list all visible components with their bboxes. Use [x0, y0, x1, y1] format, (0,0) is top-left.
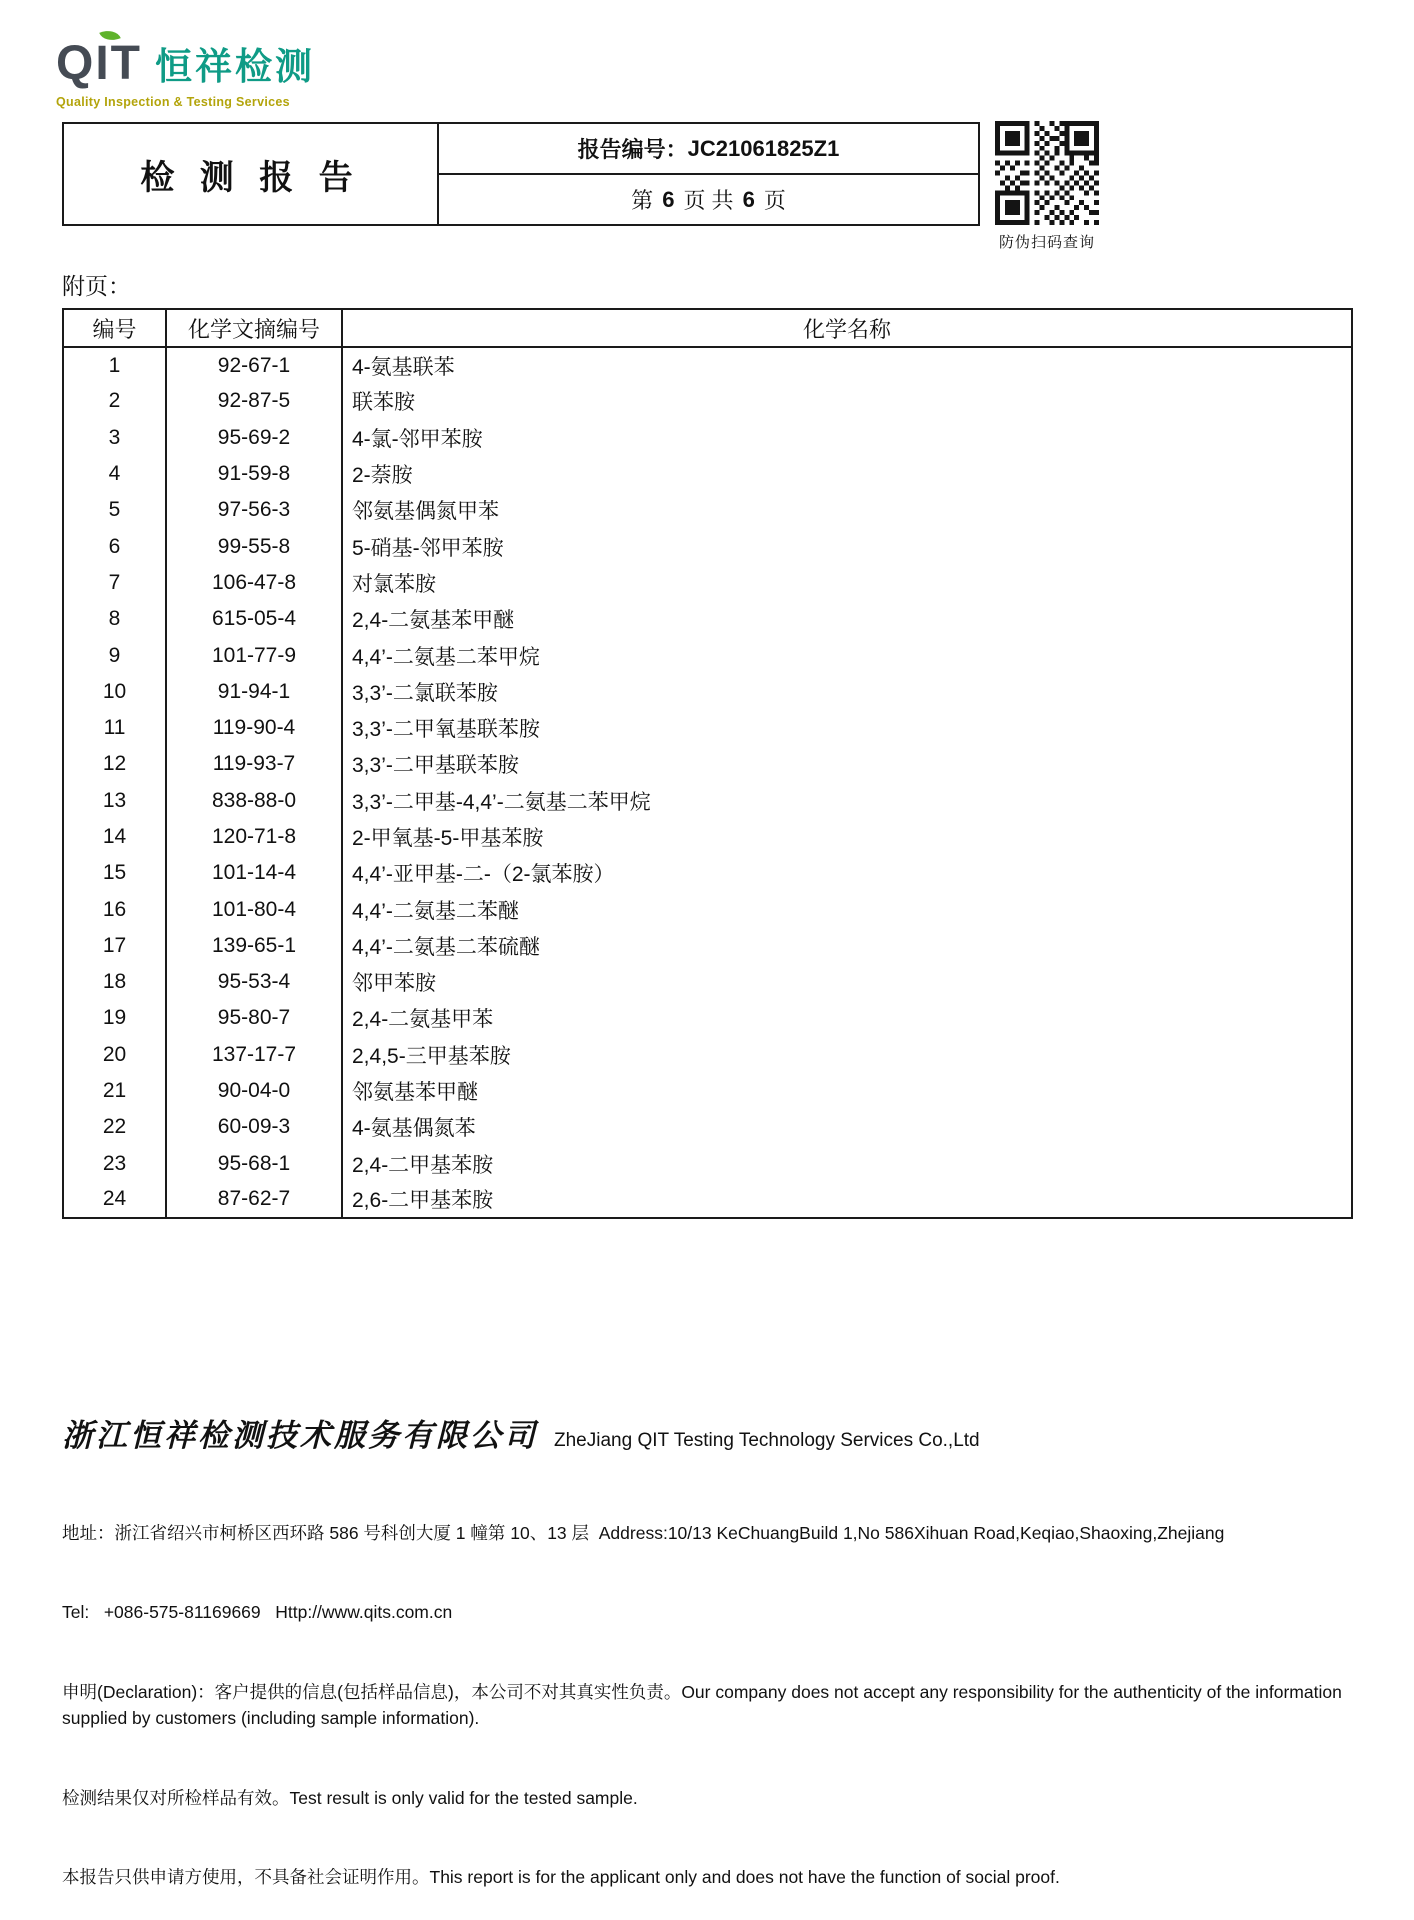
page-prefix: 第: [631, 188, 654, 213]
logo-tagline: Quality Inspection & Testing Services: [56, 95, 290, 109]
report-number-row: [439, 124, 978, 175]
qr-code: [995, 121, 1099, 225]
cell-no: 22: [63, 1109, 166, 1145]
cell-name: 2,4-二氨基苯甲醚: [342, 601, 1352, 637]
logo: [56, 37, 315, 109]
table-row: [63, 710, 1352, 746]
page-number-row: [439, 175, 978, 224]
attachment-label: 附页：: [62, 273, 131, 299]
cell-cas: 106-47-8: [166, 565, 342, 601]
cell-no: 4: [63, 456, 166, 492]
table-row: [63, 819, 1352, 855]
declaration-line: 申明(Declaration)：客户提供的信息(包括样品信息)，本公司不对其真实性负责。Our company does not accept any responsibility for the authenticity of the information supplied by customers (including sample information).: [62, 1681, 1347, 1728]
table-row: [63, 528, 1352, 564]
cell-cas: 119-90-4: [166, 710, 342, 746]
cell-no: 1: [63, 347, 166, 383]
table-header-row: [63, 309, 1352, 347]
table-row: [63, 347, 1352, 383]
cell-cas: 139-65-1: [166, 928, 342, 964]
cell-no: 3: [63, 420, 166, 456]
table-row: [63, 783, 1352, 819]
cell-name: 4,4’-亚甲基-二-（2-氯苯胺）: [342, 855, 1352, 891]
company-line: [62, 1418, 1354, 1455]
cell-name: 3,3’-二甲基联苯胺: [342, 746, 1352, 782]
company-name-en: ZheJiang QIT Testing Technology Services Co.,Ltd: [554, 1430, 980, 1451]
cell-no: 20: [63, 1037, 166, 1073]
cell-cas: 90-04-0: [166, 1073, 342, 1109]
cell-name: 4,4’-二氨基二苯甲烷: [342, 637, 1352, 673]
table-row: [63, 674, 1352, 710]
qr-caption: 防伪扫码查询: [998, 234, 1095, 251]
chemical-table: [62, 308, 1353, 1219]
cell-name: 4,4’-二氨基二苯醚: [342, 891, 1352, 927]
cell-name: 3,3’-二甲氧基联苯胺: [342, 710, 1352, 746]
cell-no: 16: [63, 891, 166, 927]
cell-cas: 101-14-4: [166, 855, 342, 891]
cell-name: 2,6-二甲基苯胺: [342, 1182, 1352, 1218]
cell-no: 15: [63, 855, 166, 891]
page-infix: 页 共: [683, 188, 734, 213]
cell-no: 10: [63, 674, 166, 710]
logo-brand-cn: 恒祥检测: [155, 46, 315, 87]
table-row: [63, 1000, 1352, 1036]
cell-no: 14: [63, 819, 166, 855]
cell-name: 2-萘胺: [342, 456, 1352, 492]
cell-cas: 91-59-8: [166, 456, 342, 492]
cell-cas: 92-67-1: [166, 347, 342, 383]
col-header-no: 编号: [63, 309, 166, 347]
table-row: [63, 964, 1352, 1000]
report-title: 检 测 报 告: [64, 124, 439, 224]
cell-name: 4-氯-邻甲苯胺: [342, 420, 1352, 456]
report-header: [62, 122, 980, 226]
cell-cas: 87-62-7: [166, 1182, 342, 1218]
page-current: 6: [662, 186, 675, 212]
cell-no: 12: [63, 746, 166, 782]
cell-cas: 137-17-7: [166, 1037, 342, 1073]
usage-line: 本报告只供申请方使用，不具备社会证明作用。This report is for the applicant only and does not have the function of social proof.: [62, 1867, 1060, 1887]
cell-cas: 615-05-4: [166, 601, 342, 637]
cell-cas: 120-71-8: [166, 819, 342, 855]
cell-no: 6: [63, 528, 166, 564]
cell-cas: 92-87-5: [166, 383, 342, 419]
report-header-right: [439, 124, 978, 224]
table-row: [63, 1146, 1352, 1182]
cell-no: 9: [63, 637, 166, 673]
cell-cas: 101-77-9: [166, 637, 342, 673]
cell-no: 11: [63, 710, 166, 746]
table-row: [63, 637, 1352, 673]
table-row: [63, 1037, 1352, 1073]
cell-no: 13: [63, 783, 166, 819]
cell-cas: 119-93-7: [166, 746, 342, 782]
page-suffix: 页: [763, 188, 786, 213]
chemical-table-body: [63, 347, 1352, 1218]
cell-cas: 838-88-0: [166, 783, 342, 819]
page-total: 6: [742, 186, 755, 212]
cell-name: 2,4,5-三甲基苯胺: [342, 1037, 1352, 1073]
cell-no: 18: [63, 964, 166, 1000]
cell-cas: 95-68-1: [166, 1146, 342, 1182]
cell-name: 对氯苯胺: [342, 565, 1352, 601]
cell-cas: 101-80-4: [166, 891, 342, 927]
cell-no: 17: [63, 928, 166, 964]
table-row: [63, 1182, 1352, 1218]
table-row: [63, 383, 1352, 419]
cell-cas: 91-94-1: [166, 674, 342, 710]
cell-name: 4,4’-二氨基二苯硫醚: [342, 928, 1352, 964]
table-row: [63, 928, 1352, 964]
cell-name: 邻氨基苯甲醚: [342, 1073, 1352, 1109]
cell-name: 3,3’-二氯联苯胺: [342, 674, 1352, 710]
cell-cas: 95-80-7: [166, 1000, 342, 1036]
table-row: [63, 420, 1352, 456]
cell-no: 7: [63, 565, 166, 601]
qr-block: [987, 121, 1107, 252]
col-header-name: 化学名称: [342, 309, 1352, 347]
cell-no: 8: [63, 601, 166, 637]
cell-no: 21: [63, 1073, 166, 1109]
cell-cas: 60-09-3: [166, 1109, 342, 1145]
cell-name: 联苯胺: [342, 383, 1352, 419]
address-line: 地址：浙江省绍兴市柯桥区西环路 586 号科创大厦 1 幢第 10、13 层 Address:10/13 KeChuangBuild 1,No 586Xihuan Road,Keqiao,Shaoxing,Zhejiang: [62, 1522, 1225, 1543]
table-row: [63, 565, 1352, 601]
cell-name: 邻氨基偶氮甲苯: [342, 492, 1352, 528]
cell-no: 5: [63, 492, 166, 528]
cell-cas: 99-55-8: [166, 528, 342, 564]
report-number-label: 报告编号：: [577, 137, 688, 162]
validity-line: 检测结果仅对所检样品有效。Test result is only valid for the tested sample.: [62, 1787, 638, 1808]
company-name-cn: 浙江恒祥检测技术服务有限公司: [62, 1418, 538, 1453]
logo-qit-text: QIT: [56, 37, 142, 90]
table-row: [63, 1109, 1352, 1145]
cell-cas: 95-53-4: [166, 964, 342, 1000]
cell-no: 19: [63, 1000, 166, 1036]
footer: [62, 1370, 1354, 1920]
table-row: [63, 855, 1352, 891]
report-number-value: JC21061825Z1: [687, 135, 840, 161]
table-row: [63, 492, 1352, 528]
table-row: [63, 1073, 1352, 1109]
cell-name: 邻甲苯胺: [342, 964, 1352, 1000]
col-header-cas: 化学文摘编号: [166, 309, 342, 347]
cell-cas: 97-56-3: [166, 492, 342, 528]
cell-name: 2,4-二甲基苯胺: [342, 1146, 1352, 1182]
cell-no: 23: [63, 1146, 166, 1182]
cell-no: 24: [63, 1182, 166, 1218]
table-row: [63, 601, 1352, 637]
tel-line: Tel: +086-575-81169669 Http://www.qits.com.cn: [62, 1602, 453, 1622]
cell-name: 3,3’-二甲基-4,4’-二氨基二苯甲烷: [342, 783, 1352, 819]
cell-name: 5-硝基-邻甲苯胺: [342, 528, 1352, 564]
table-row: [63, 456, 1352, 492]
cell-no: 2: [63, 383, 166, 419]
cell-name: 4-氨基联苯: [342, 347, 1352, 383]
cell-name: 2,4-二氨基甲苯: [342, 1000, 1352, 1036]
table-row: [63, 746, 1352, 782]
cell-cas: 95-69-2: [166, 420, 342, 456]
table-row: [63, 891, 1352, 927]
cell-name: 2-甲氧基-5-甲基苯胺: [342, 819, 1352, 855]
cell-name: 4-氨基偶氮苯: [342, 1109, 1352, 1145]
